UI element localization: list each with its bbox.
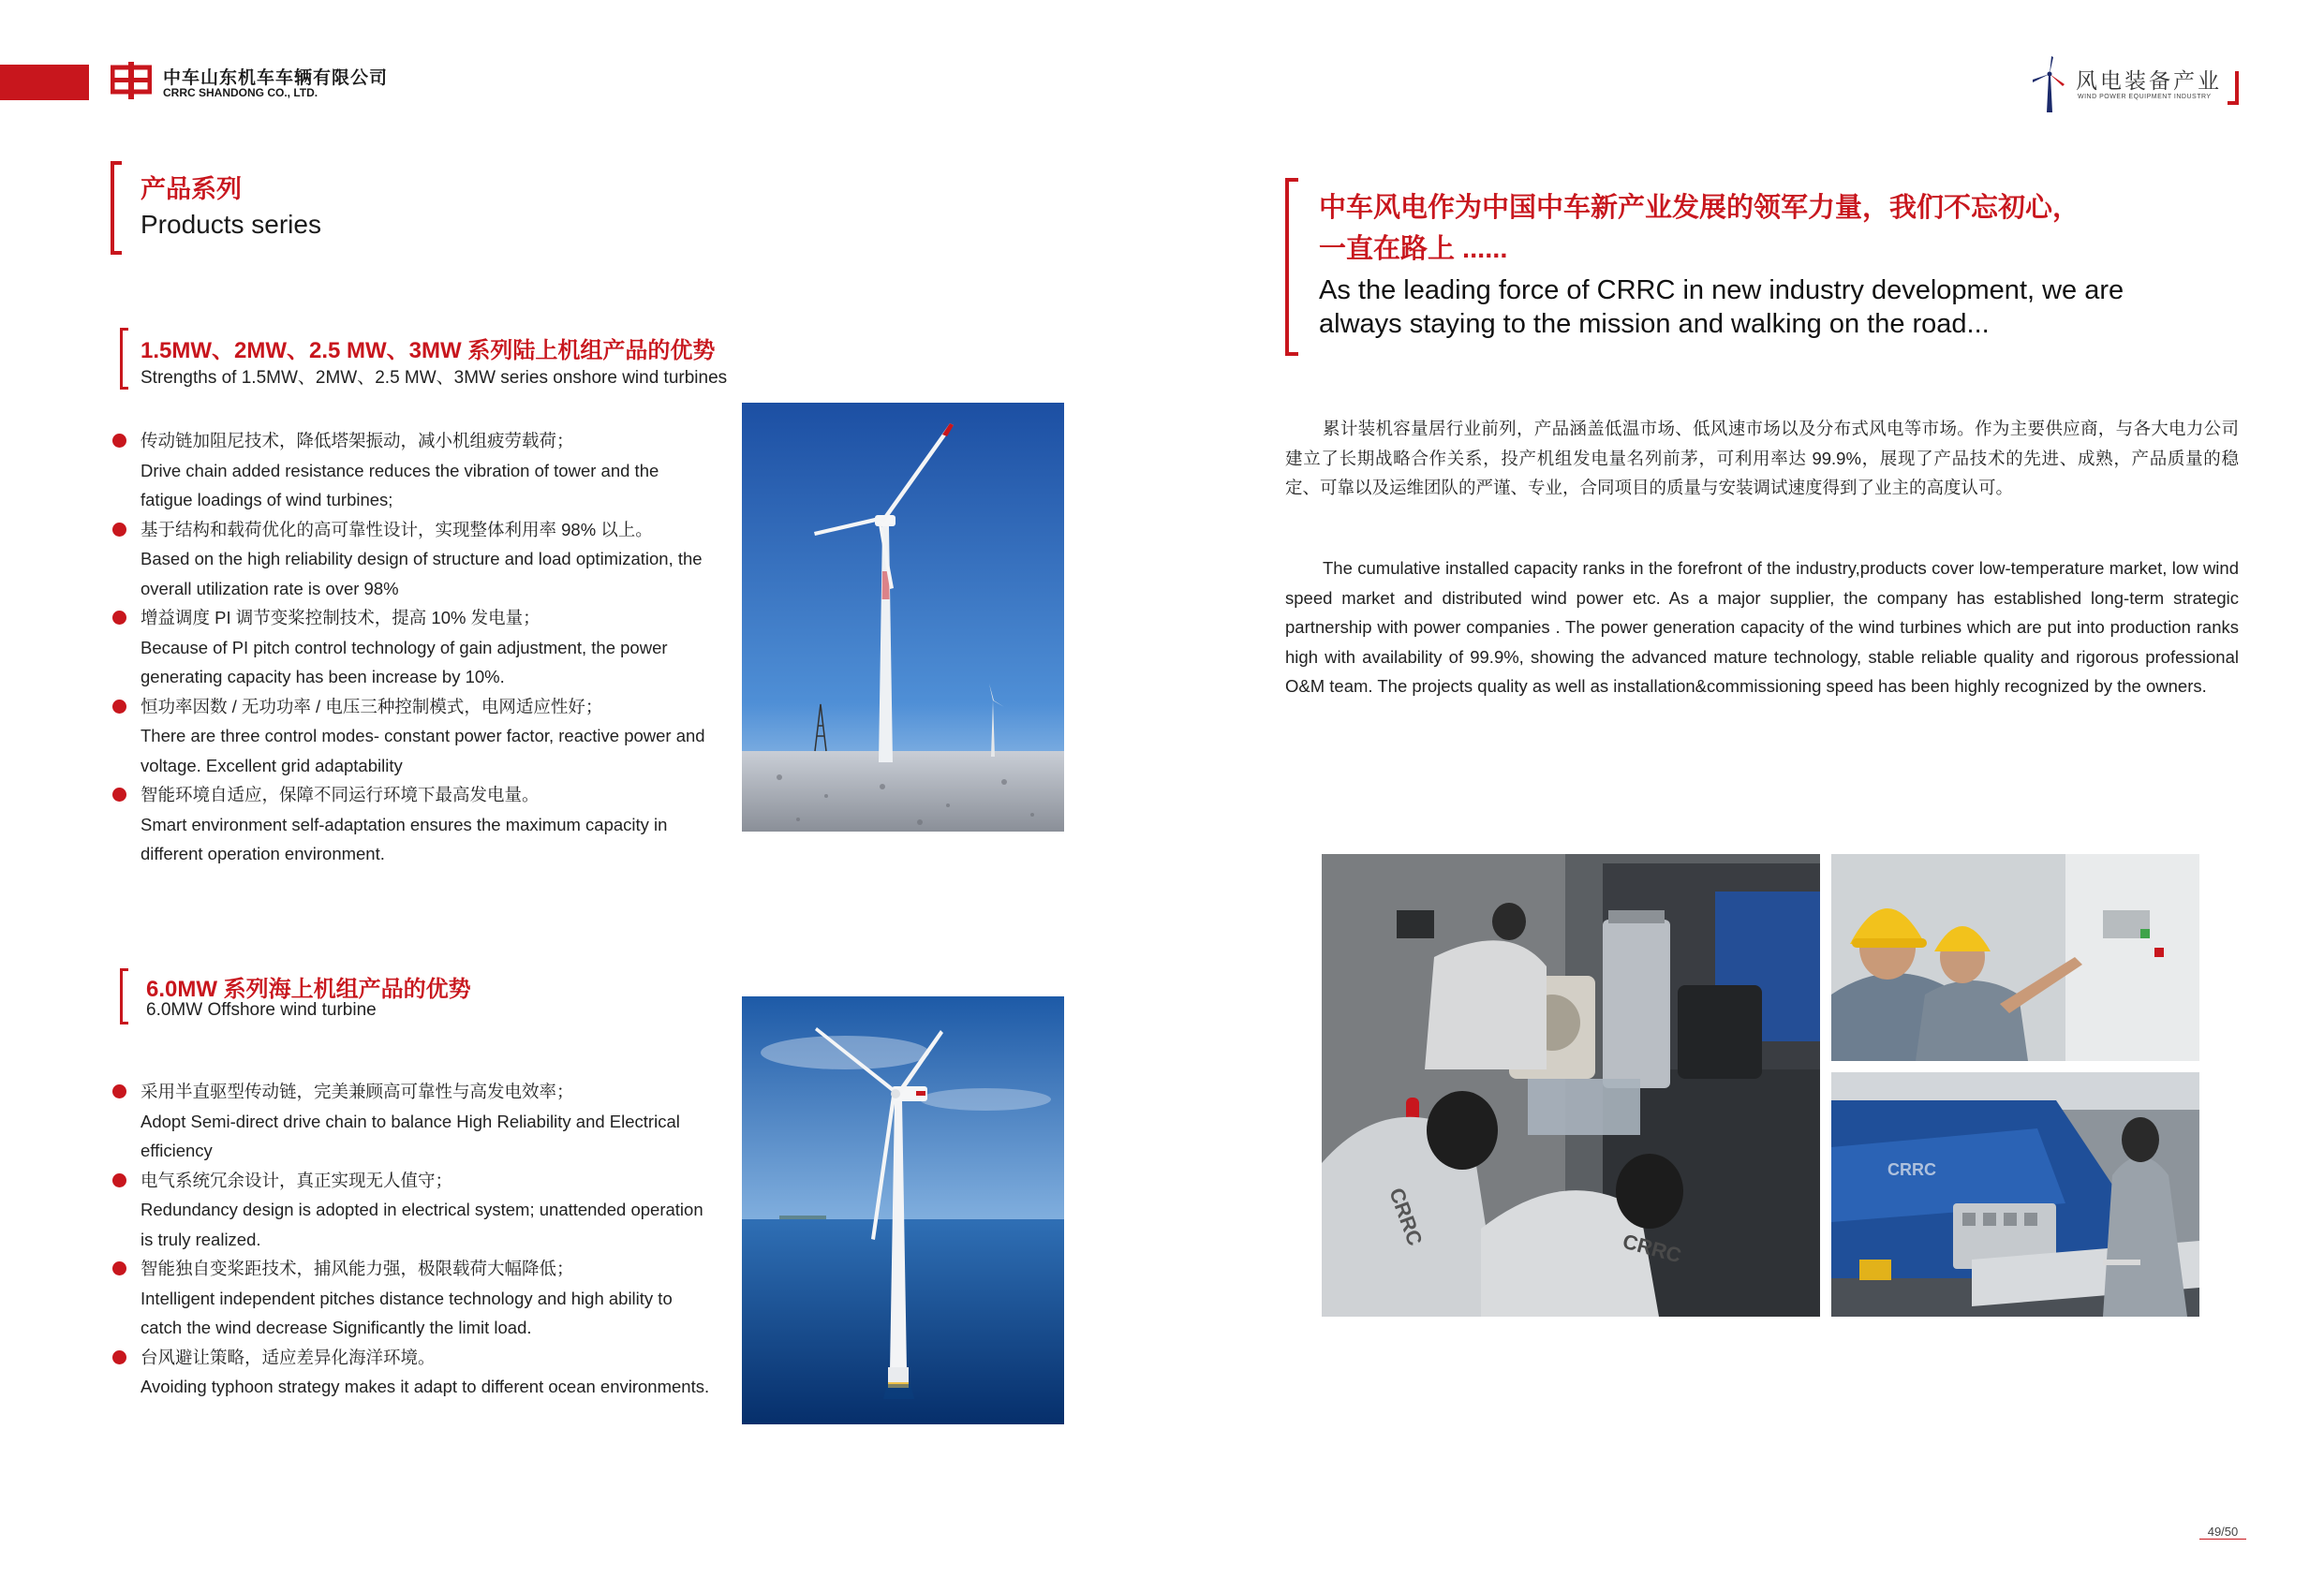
body-paragraph-en: The cumulative installed capacity ranks in the forefront of the industry,products cover low-temperature market, low wind speed market and distributed wind power etc. As a major supplier, the company has established long-term strategic partnership with power companies . The power generation capacity of the wind turbines which are put into production ranks high with availability of 99.9%, showing the advanced mature technology, stable reliable quality and rigorous professional O&M team. The projects quality as well as installation&commissioning speed has been highly recognized by the owners. (1285, 558, 2239, 696)
onshore-title-en: Strengths of 1.5MW、2MW、2.5 MW、3MW series onshore wind turbines (141, 368, 728, 388)
headline-bracket (1285, 178, 1298, 356)
bullet-icon (112, 523, 126, 537)
list-item (112, 1166, 712, 1255)
item-en: Because of PI pitch control technology of gain adjustment, the power generating capacity has been increase by 10%. (141, 637, 668, 686)
offshore-title-en: 6.0MW Offshore wind turbine (146, 1000, 377, 1020)
item-cn: 传动链加阻尼技术，降低塔架振动，减小机组疲劳载荷； (141, 431, 574, 450)
item-en: Based on the high reliability design of structure and load optimization, the overall utilization rate is over 98% (141, 549, 703, 598)
offshore-turbine-photo (742, 996, 1064, 1424)
item-cn: 基于结构和载荷优化的高可靠性设计，实现整体利用率 98% 以上。 (141, 519, 653, 539)
offshore-title-cn: 6.0MW 系列海上机组产品的优势 (146, 977, 471, 1002)
industry-title-cn: 风电装备产业 (2076, 68, 2222, 93)
list-item (112, 1343, 712, 1402)
wind-turbine-icon (2031, 54, 2068, 112)
list-item (112, 426, 712, 515)
company-name-cn: 中车山东机车车辆有限公司 (163, 68, 389, 88)
item-en: Drive chain added resistance reduces the vibration of tower and the fatigue loadings of wind turbines; (141, 460, 659, 509)
body-paragraph-cn: 累计装机容量居行业前列，产品涵盖低温市场、低风速市场以及分布式风电等市场。作为主要供应商，与各大电力公司建立了长期战略合作关系，投产机组发电量名列前茅，可利用率达 99.9%，展现了产品技术的先进、成熟，产品质量的稳定、可靠以及运维团队的严谨、专业，合同项目的质量与安装调试速度得到了业主的高度认可。 (1285, 419, 2239, 497)
bullet-icon (112, 1173, 126, 1187)
item-cn: 采用半直驱型传动链，完美兼顾高可靠性与高发电效率； (141, 1082, 574, 1101)
list-item (112, 603, 712, 692)
company-name-en: CRRC SHANDONG CO., LTD. (163, 86, 318, 99)
bullet-icon (112, 1261, 126, 1275)
industry-corner-mark (2228, 71, 2239, 105)
crrc-logo-icon (111, 60, 152, 101)
header-red-bar (0, 65, 89, 100)
nacelle-brand-text: CRRC (1887, 1160, 1936, 1179)
list-item (112, 780, 712, 869)
headline-cn-line1: 中车风电作为中国中车新产业发展的领军力量，我们不忘初心， (1319, 193, 2080, 223)
industry-title-en: WIND POWER EQUIPMENT INDUSTRY (2078, 94, 2212, 100)
headline-en: As the leading force of CRRC in new industry development, we are always staying to the mission and walking on the road... (1319, 275, 2124, 339)
list-item (112, 515, 712, 604)
item-en: Adopt Semi-direct drive chain to balance High Reliability and Electrical efficiency (141, 1111, 680, 1160)
section-title-en: Products series (141, 210, 321, 239)
item-cn: 增益调度 PI 调节变桨控制技术，提高 10% 发电量； (141, 608, 540, 627)
nacelle-assembly-photo (1831, 1072, 2199, 1317)
item-en: There are three control modes- constant power factor, reactive power and voltage. Excellent grid adaptability (141, 726, 705, 775)
list-item (112, 1077, 712, 1166)
item-cn: 电气系统冗余设计，真正实现无人值守； (141, 1170, 453, 1190)
onshore-advantages-list (112, 426, 712, 869)
item-en: Intelligent independent pitches distance technology and high ability to catch the wind decrease Significantly the limit load. (141, 1288, 673, 1337)
bullet-icon (112, 700, 126, 714)
bullet-icon (112, 611, 126, 625)
electrical-inspection-photo (1831, 854, 2199, 1061)
bullet-icon (112, 1350, 126, 1364)
list-item (112, 1254, 712, 1343)
onshore-bracket (120, 328, 128, 390)
item-cn: 智能环境自适应，保障不同运行环境下最高发电量。 (141, 785, 540, 804)
section-bracket (111, 161, 122, 255)
item-cn: 台风避让策略，适应差异化海洋环境。 (141, 1347, 436, 1367)
offshore-bracket (120, 968, 128, 1024)
item-en: Redundancy design is adopted in electrical system; unattended operation is truly realized. (141, 1200, 703, 1249)
item-cn: 恒功率因数 / 无功功率 / 电压三种控制模式，电网适应性好； (141, 696, 603, 716)
onshore-turbine-photo (742, 403, 1064, 832)
page-number: 49/50 (2199, 1525, 2246, 1540)
offshore-advantages-list (112, 1077, 712, 1402)
list-item (112, 692, 712, 781)
item-en: Avoiding typhoon strategy makes it adapt to different ocean environments. (141, 1377, 710, 1396)
jacket-brand-left: CRRC (1384, 1185, 1428, 1249)
item-cn: 智能独自变桨距技术，捕风能力强，极限载荷大幅降低； (141, 1259, 574, 1278)
maintenance-team-photo (1322, 854, 1820, 1317)
item-en: Smart environment self-adaptation ensures the maximum capacity in different operation environment. (141, 814, 668, 863)
jacket-brand-right: CRRC (1620, 1229, 1684, 1268)
bullet-icon (112, 788, 126, 802)
headline-cn-line2: 一直在路上 ...... (1319, 234, 1508, 264)
bullet-icon (112, 1084, 126, 1098)
bullet-icon (112, 434, 126, 448)
section-title-cn: 产品系列 (141, 175, 242, 203)
onshore-title-cn: 1.5MW、2MW、2.5 MW、3MW 系列陆上机组产品的优势 (141, 338, 716, 363)
headline-cn (1319, 187, 2162, 270)
